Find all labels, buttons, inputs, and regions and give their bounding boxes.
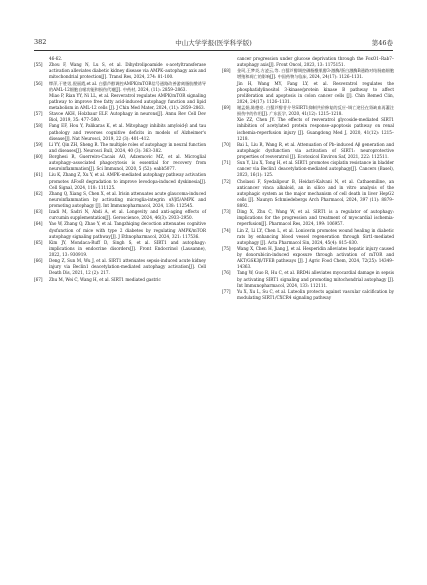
reference-entry — [34, 142, 206, 154]
reference-text: Wang X, Chen H, Jiang J, et al. Hesperidin alleviates hepatic injury caused by doxorubicin-induced exposure through activation of mTOR and AKT/GSK3β/TFEB pathways [J]. J Agric Food Chem, 2024, 72(25): 14349–14363. — [237, 245, 394, 270]
reference-entry — [34, 277, 206, 283]
reference-number: [76] — [222, 270, 231, 276]
reference-entry — [34, 62, 206, 80]
reference-entry — [222, 105, 394, 117]
reference-number: [69] — [222, 105, 231, 110]
reference-entry — [222, 270, 394, 288]
reference-entry — [34, 209, 206, 221]
reference-column-right — [222, 56, 394, 301]
page-number: 382 — [34, 38, 47, 46]
reference-text: Zhang Q, Xiang S, Chen X, et al. Irisin attenuates acute glaucoma-induced neuroinflammation by activating microglia-integrin αVβ5/AMPK and promoting autophagy [J]. Int Immunopharmacol, 2024, 138: 112545. — [49, 190, 206, 208]
reference-number: [68] — [222, 68, 231, 74]
reference-text: Stavoe AKH, Holzbaur ELF. Autophagy in neurons[J]. Annu Rev Cell Dev Biol, 2019, 35: 477–500. — [49, 111, 206, 123]
reference-number: [56] — [34, 80, 43, 86]
reference-entry — [34, 111, 206, 123]
reference-entry — [222, 289, 394, 301]
reference-number: [58] — [34, 123, 43, 129]
reference-entry — [222, 179, 394, 210]
reference-text: Zhou F, Wang N, Lu S, et al. Dihydrolipoamide s-acetyltransferase activation alleviates diabetic kidney disease via AMPK–autophagy axis and mitochondrial protection[J]. Transl Res, 2024, 274: 81-100. — [49, 62, 207, 80]
reference-text: Borghesi R, Guerreiro-Cacais AO, Adzemovic MZ, et al. Microglial autophagy–associated phagocytosis is essential for recovery from neuroinflammation[J]. Sci Immunol, 2020, 5 (52): eabb5077. — [49, 154, 206, 172]
reference-entry — [34, 191, 206, 209]
reference-text: Yu X, Xu L, Su C, et al. Luteolin protects against vascular calcification by modulating SIRT1/CXCR4 signaling pathway — [237, 288, 394, 300]
reference-entry — [34, 172, 206, 190]
reference-entry — [222, 56, 394, 68]
reference-number: [61] — [34, 172, 43, 178]
reference-number: [71] — [222, 160, 231, 166]
reference-text: Jin H, Wang MY, Fang LY, et al. Resveratrol regulates the phosphatidylinositol 3-kinase/protein kinase B pathway to affect proliferation and apoptosis in colon cancer cells [J]. Chin Remed Clin, 2024, 24(17): 1126–1131. — [237, 80, 394, 104]
reference-text: Li YY, Qin ZH, Sheng R. The multiple roles of autophagy in neural function and diseases[J]. Neurosci Bull, 2024, 40 (3): 363–382. — [49, 141, 206, 153]
reference-entry — [222, 246, 394, 271]
reference-entry — [34, 240, 206, 258]
reference-number: [62] — [34, 190, 43, 196]
reference-number: [67] — [34, 276, 43, 282]
reference-entry — [34, 221, 206, 239]
reference-entry — [34, 258, 206, 276]
reference-number: [74] — [222, 227, 231, 233]
journal-title: 中山大学学报(医学科学版) — [175, 39, 252, 47]
reference-text: Liu K, Zhang Z, Xu Y, et al. AMPK–mediated autophagy pathway activation promotes ΔFosB degradation to improve levodopa-induced dyskinesia[J]. Cell Signal, 2024, 118: 111125. — [49, 172, 206, 190]
reference-entry — [222, 209, 394, 227]
reference-number: [75] — [222, 245, 231, 251]
reference-text: Xie ZZ, Chen JY. The effects of resveratrol glycoside-mediated SIRT1 inhibition of acetylated protein response–apoptosis pathway on renal ischemia-reperfusion injury [J]. Guangdong Med J, 2020, 41(12): 1215–1218. — [237, 117, 394, 141]
reference-number: [72] — [222, 178, 231, 184]
reference-text: Izadi M, Sadri N, Abdi A, et al. Longevity and anti-aging effects of curcumin supplementation[J]. Geroscience, 2024, 46(3): 2933–2950. — [49, 209, 206, 221]
reference-text: Lin Z, Li LY, Chen L, et al. Lonicerin promotes wound healing in diabetic rats by enhancing blood vessel regeneration through Sirt1-mediated autophagy [J]. Acta Pharmacol Sin, 2024, 45(4): 815–830. — [237, 227, 394, 245]
reference-entry — [222, 142, 394, 160]
header-rule — [34, 50, 393, 51]
reference-text: 谢孟娟,陈德亮. 白藜芦醇苷介导SIRT1抑制共价修复的反应–调亡途径在肾缺血再灌注损伤中的作用[J]. 广东医学, 2020, 41(12): 1215–1218. — [237, 105, 394, 117]
reference-text: Ding X, Zhu C, Wang W, et al. SIRT1 is a regulator of autophagy: implications for the progression and treatment of myocardial ischemia-reperfusion[J]. Pharmacol Res, 2024, 199: 106957. — [237, 209, 394, 227]
reference-number: [59] — [34, 141, 43, 147]
reference-text: 缪萍,于胜男,倪丽霞,et al. 白藜芦醇调控AMPK/mTOR信号通路改善游离脂肪酸诱导的AML-12细胞自噬功能和损伤代谢[J]. 中药材, 2024, (11): 2859–2863. — [49, 80, 206, 92]
reference-number: [60] — [34, 154, 43, 159]
reference-number: [63] — [34, 209, 43, 215]
reference-number: [66] — [34, 258, 43, 264]
reference-entry — [222, 228, 394, 246]
reference-text: Sun Y, Liu X, Tong H, et al. SIRT1 promotes cisplatin resistance in bladder cancer via Beclin1 deacetylation-mediated autophagy[J]. Cancers (Basel), 2023, 16(1): 125. — [237, 160, 394, 178]
reference-entry — [222, 68, 394, 80]
reference-text: Tang W, Guo R, Hu C, et al. BRD4i alleviates myocardial damage in sepsis by activating SIRT1 signaling and promoting mitochondrial autophagy [J]. Int Immunopharmacol, 2024, 133: 112111. — [237, 270, 394, 288]
reference-text: Fang EF, Hou Y, Palikaras K, et al. Mitophagy inhibits amyloid-β and tau pathology and reverses cognitive deficits in models of Alzheimer's disease[J]. Nat Neurosci, 2019, 22 (3): 401–412. — [49, 123, 206, 141]
volume-label: 第46卷 — [371, 39, 393, 47]
reference-text: Cholassi F, Syedalipour B, Heidari-Kalvani N, et al. Cathaemiline, an anticancer vinca alkaloid, an in silico and in vitro analysis of the autophagic system as the major mechanism of cell death in liver HepG2 cells [J]. Naunyn Schmiedebergs Arch Pharmacol, 2024, 397 (11): 8879–8892. — [237, 178, 394, 208]
reference-text: 46-62. — [49, 56, 63, 61]
reference-entry — [222, 81, 394, 106]
reference-number: [55] — [34, 62, 43, 68]
reference-text: 金珂,王梦炎,方凌云,等. 白藜芦醇调控磷脂酰肌醇3-激酶/蛋白激酶B通路对结肠癌细胞增殖和凋亡的影响[J]. 中国药物与临床, 2024, 24(17): 1126–1131. — [237, 68, 394, 80]
page-header — [34, 38, 393, 50]
reference-entry — [222, 117, 394, 142]
reference-number: [77] — [222, 288, 231, 294]
reference-text: Miao P, Rian YY, Ni LL, et al. Resveratrol regulates AMPK/mTOR signaling pathway to improve free fatty acid-induced autophagy function and lipid metabolism in AML-12 cells [J]. J Chin Med Mater, 2024, (11): 2859–2863. — [49, 92, 206, 110]
reference-text: Bai L, Liu R, Wang R, et al. Attenuation of Pb–induced Aβ generation and autophagic dysfunction via activation of SIRT1: neuroprotective properties of resveratrol [J]. Ecotoxicol Environ Saf, 2021, 222: 112511. — [237, 141, 394, 159]
reference-number: [70] — [222, 141, 231, 147]
reference-entry — [34, 123, 206, 141]
reference-text: Kim JY, Mondaca-Ruff D, Singh S, et al. SIRT1 and autophagy: implications in endocrine disorders[J]. Front Endocrinol (Lausanne), 2022, 13: 930919. — [49, 239, 206, 257]
reference-entry — [222, 160, 394, 178]
reference-column-left — [34, 56, 206, 283]
reference-text: Zhu M, Wei C, Wang H, et al. SIRT1 mediated gastric — [49, 276, 161, 282]
reference-number: [64] — [34, 221, 43, 227]
reference-number: [65] — [34, 239, 43, 245]
reference-text: cancer progression under glucose deprivation through the FoxO1–Rab7–autophagy axis[J]. Front Oncol, 2023, 13: 1175151. — [237, 56, 394, 68]
reference-number: [57] — [34, 111, 43, 117]
reference-text: Yao W, Zhang Q, Zhao Y, et al. Tangzhiqing decoction attenuates cognitive dysfunction of mice with type 2 diabetes by regulating AMPK/mTOR autophagy signaling pathway[J]. J Ethnopharmacol, 2024, 321: 117536. — [49, 221, 206, 239]
reference-entry — [34, 81, 206, 93]
reference-entry — [34, 93, 206, 111]
reference-entry — [34, 154, 206, 172]
reference-text: Deng Z, Sun M, Wu J, et al. SIRT1 attenuates sepsis-induced acute kidney injury via Beclin1 deacetylation-mediated autophagy activation[J]. Cell Death Dis, 2021, 12 (2): 217. — [49, 258, 206, 276]
reference-number: [73] — [222, 209, 231, 215]
